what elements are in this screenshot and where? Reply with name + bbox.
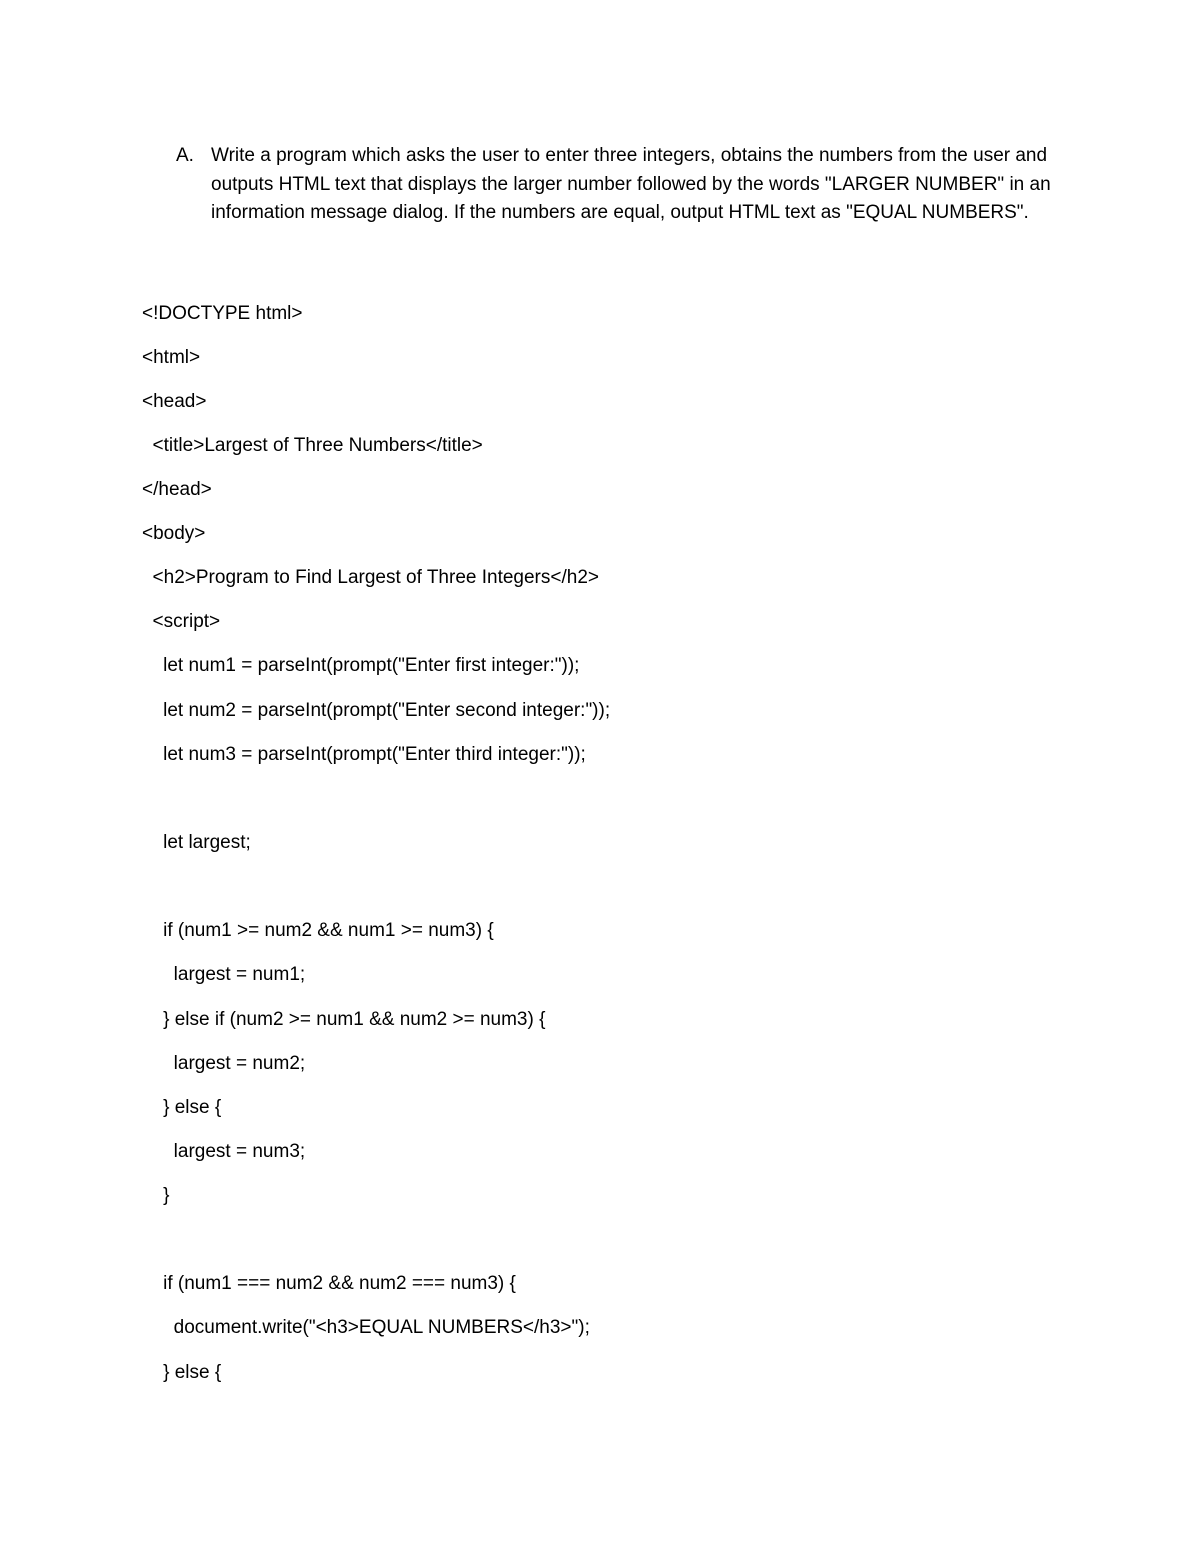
code-line: } else { [142,1097,222,1118]
code-line: let num1 = parseInt(prompt("Enter first integer:")); [142,655,580,676]
question-text: Write a program which asks the user to enter three integers, obtains the numbers from the user and outputs HTML text that displays the larger number followed by the words "LARGER NUMBER" in an information message dialog. If the numbers are equal, output HTML text as "EQUAL NUMBERS". [211,145,1051,223]
code-line: largest = num1; [142,964,306,985]
code-line: if (num1 === num2 && num2 === num3) { [142,1273,516,1294]
question-item-a [176,142,1066,228]
question-marker: A. [176,145,194,166]
code-line: } else if (num2 >= num1 && num2 >= num3) { [142,1009,546,1030]
code-line: let num2 = parseInt(prompt("Enter second integer:")); [142,700,611,721]
code-line: let largest; [142,832,251,853]
code-line: <body> [142,523,206,544]
code-line: } [142,1185,170,1206]
code-line: <h2>Program to Find Largest of Three Integers</h2> [142,567,599,588]
code-line: </head> [142,479,212,500]
code-line: let num3 = parseInt(prompt("Enter third integer:")); [142,744,586,765]
code-line: <title>Largest of Three Numbers</title> [142,435,483,456]
code-line: if (num1 >= num2 && num1 >= num3) { [142,920,494,941]
code-line: <html> [142,347,201,368]
code-line: document.write("<h3>EQUAL NUMBERS</h3>"); [142,1317,590,1338]
code-line: <head> [142,391,207,412]
code-line: largest = num2; [142,1053,306,1074]
code-line: } else { [142,1362,222,1383]
code-line: <script> [142,611,221,632]
code-line: <!DOCTYPE html> [142,303,303,324]
code-line: largest = num3; [142,1141,306,1162]
